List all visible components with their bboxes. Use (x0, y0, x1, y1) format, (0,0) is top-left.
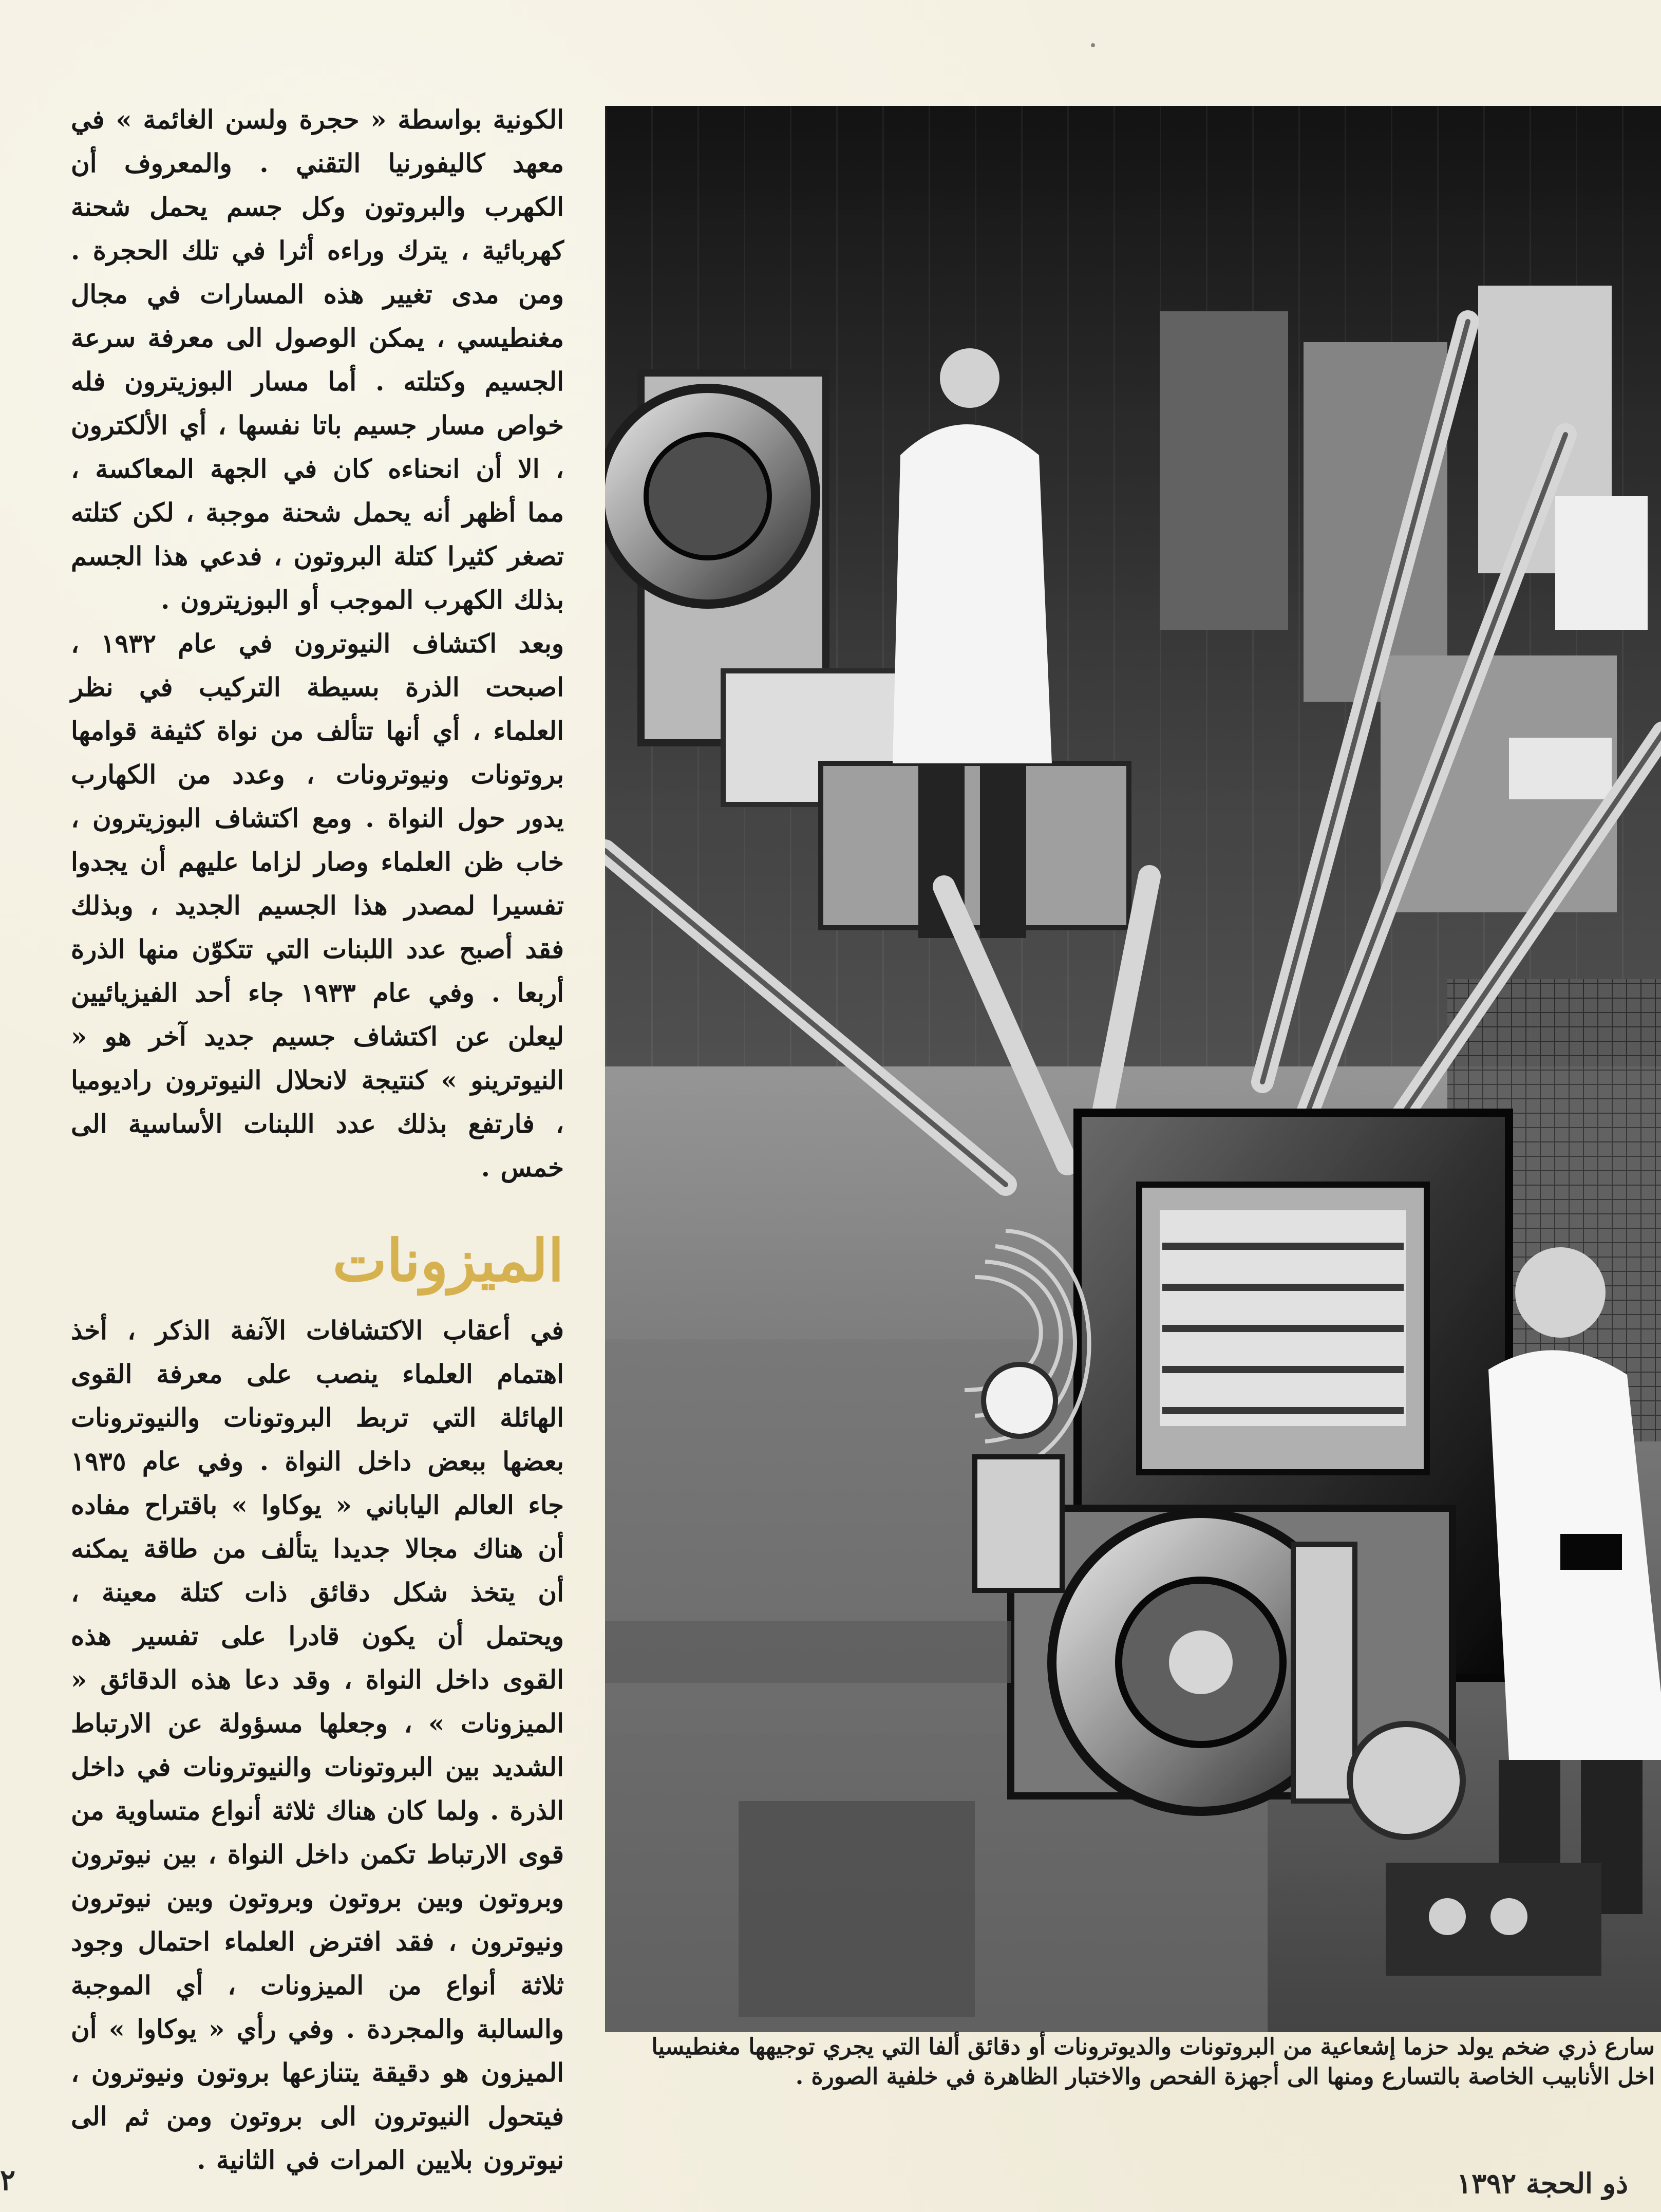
article-paragraph-2: وبعد اكتشاف النيوترون في عام ١٩٣٢ ، اصبحت الذرة بسيطة التركيب في نظر العلماء ، أي أنها تتألف من نواة كثيفة قوامها بروتونات ونيوترونات ، وعدد من الكهارب يدور حول النواة . ومع اكتشاف البوزيترون ، خاب ظن العلماء وصار لزاما عليهم أن يجدوا تفسيرا لمصدر هذا الجسيم الجديد ، وبذلك فقد أصبح عدد اللبنات التي تتكوّن منها الذرة أربعا . وفي عام ١٩٣٣ جاء أحد الفيزيائيين ليعلن عن اكتشاف جسيم جديد آخر هو « النيوترينو » كنتيجة لانحلال النيوترون راديوميا ، فارتفع بذلك عدد اللبنات الأساسية الى خمس . (71, 628, 564, 1183)
section-heading-mesons: الميزونات (332, 1227, 564, 1295)
print-dot (1091, 43, 1095, 47)
issue-date: ذو الحجة ١٣٩٢ (1457, 2167, 1628, 2200)
page-number: ٢ (0, 2163, 16, 2197)
article-paragraph-1: الكونية بواسطة « حجرة ولسن الغائمة » في معهد كاليفورنيا التقني . والمعروف أن الكهرب والبروتون وكل جسم يحمل شحنة كهربائية ، يترك وراءه أثرا في تلك الحجرة . ومن مدى تغيير هذه المسارات في مجال مغنطيسي ، يمكن الوصول الى معرفة سرعة الجسيم وكتلته . أما مسار البوزيترون فله خواص مسار جسيم باتا نفسها ، أي الألكترون ، الا أن انحناءه كان في الجهة المعاكسة ، مما أظهر أنه يحمل شحنة موجبة ، لكن كتلته تصغر كثيرا كتلة البروتون ، فدعي هذا الجسم بذلك الكهرب الموجب أو البوزيترون . (71, 104, 564, 615)
accelerator-photo-illustration (605, 106, 1661, 2032)
photo-caption (571, 2032, 1655, 2092)
caption-line-1: سارع ذري ضخم يولد حزما إشعاعية من البروتونات والديوترونات أو دقائق ألفا التي يجري توجيهها مغنطيسيا (651, 2034, 1655, 2060)
accelerator-photo (605, 106, 1661, 2032)
article-paragraph-3: في أعقاب الاكتشافات الآنفة الذكر ، أخذ اهتمام العلماء ينصب على معرفة القوى الهائلة التي تربط البروتونات والنيوترونات بعضها ببعض داخل النواة . وفي عام ١٩٣٥ جاء العالم الياباني « يوكاوا » باقتراح مفاده أن هناك مجالا جديدا يتألف من طاقة يمكنه أن يتخذ شكل دقائق ذات كتلة معينة ، ويحتمل أن يكون قادرا على تفسير هذه القوى داخل النواة ، وقد دعا هذه الدقائق « الميزونات » ، وجعلها مسؤولة عن الارتباط الشديد بين البروتونات والنيوترونات في داخل الذرة . ولما كان هناك ثلاثة أنواع متساوية من قوى الارتباط تكمن داخل النواة ، بين نيوترون وبروتون وبين بروتون وبروتون وبين نيوترون ونيوترون ، فقد افترض العلماء احتمال وجود ثلاثة أنواع من الميزونات ، أي الموجبة والسالبة والمجردة . وفي رأي « يوكاوا » أن الميزون هو دقيقة يتنازعها بروتون ونيوترون ، فيتحول النيوترون الى بروتون ومن ثم الى نيوترون بلايين المرات في الثانية . (71, 1315, 564, 2175)
article-text-column (71, 98, 564, 2182)
caption-line-2: اخل الأنابيب الخاصة بالتسارع ومنها الى أجهزة الفحص والاختبار الظاهرة في خلفية الصورة . (795, 2064, 1655, 2090)
